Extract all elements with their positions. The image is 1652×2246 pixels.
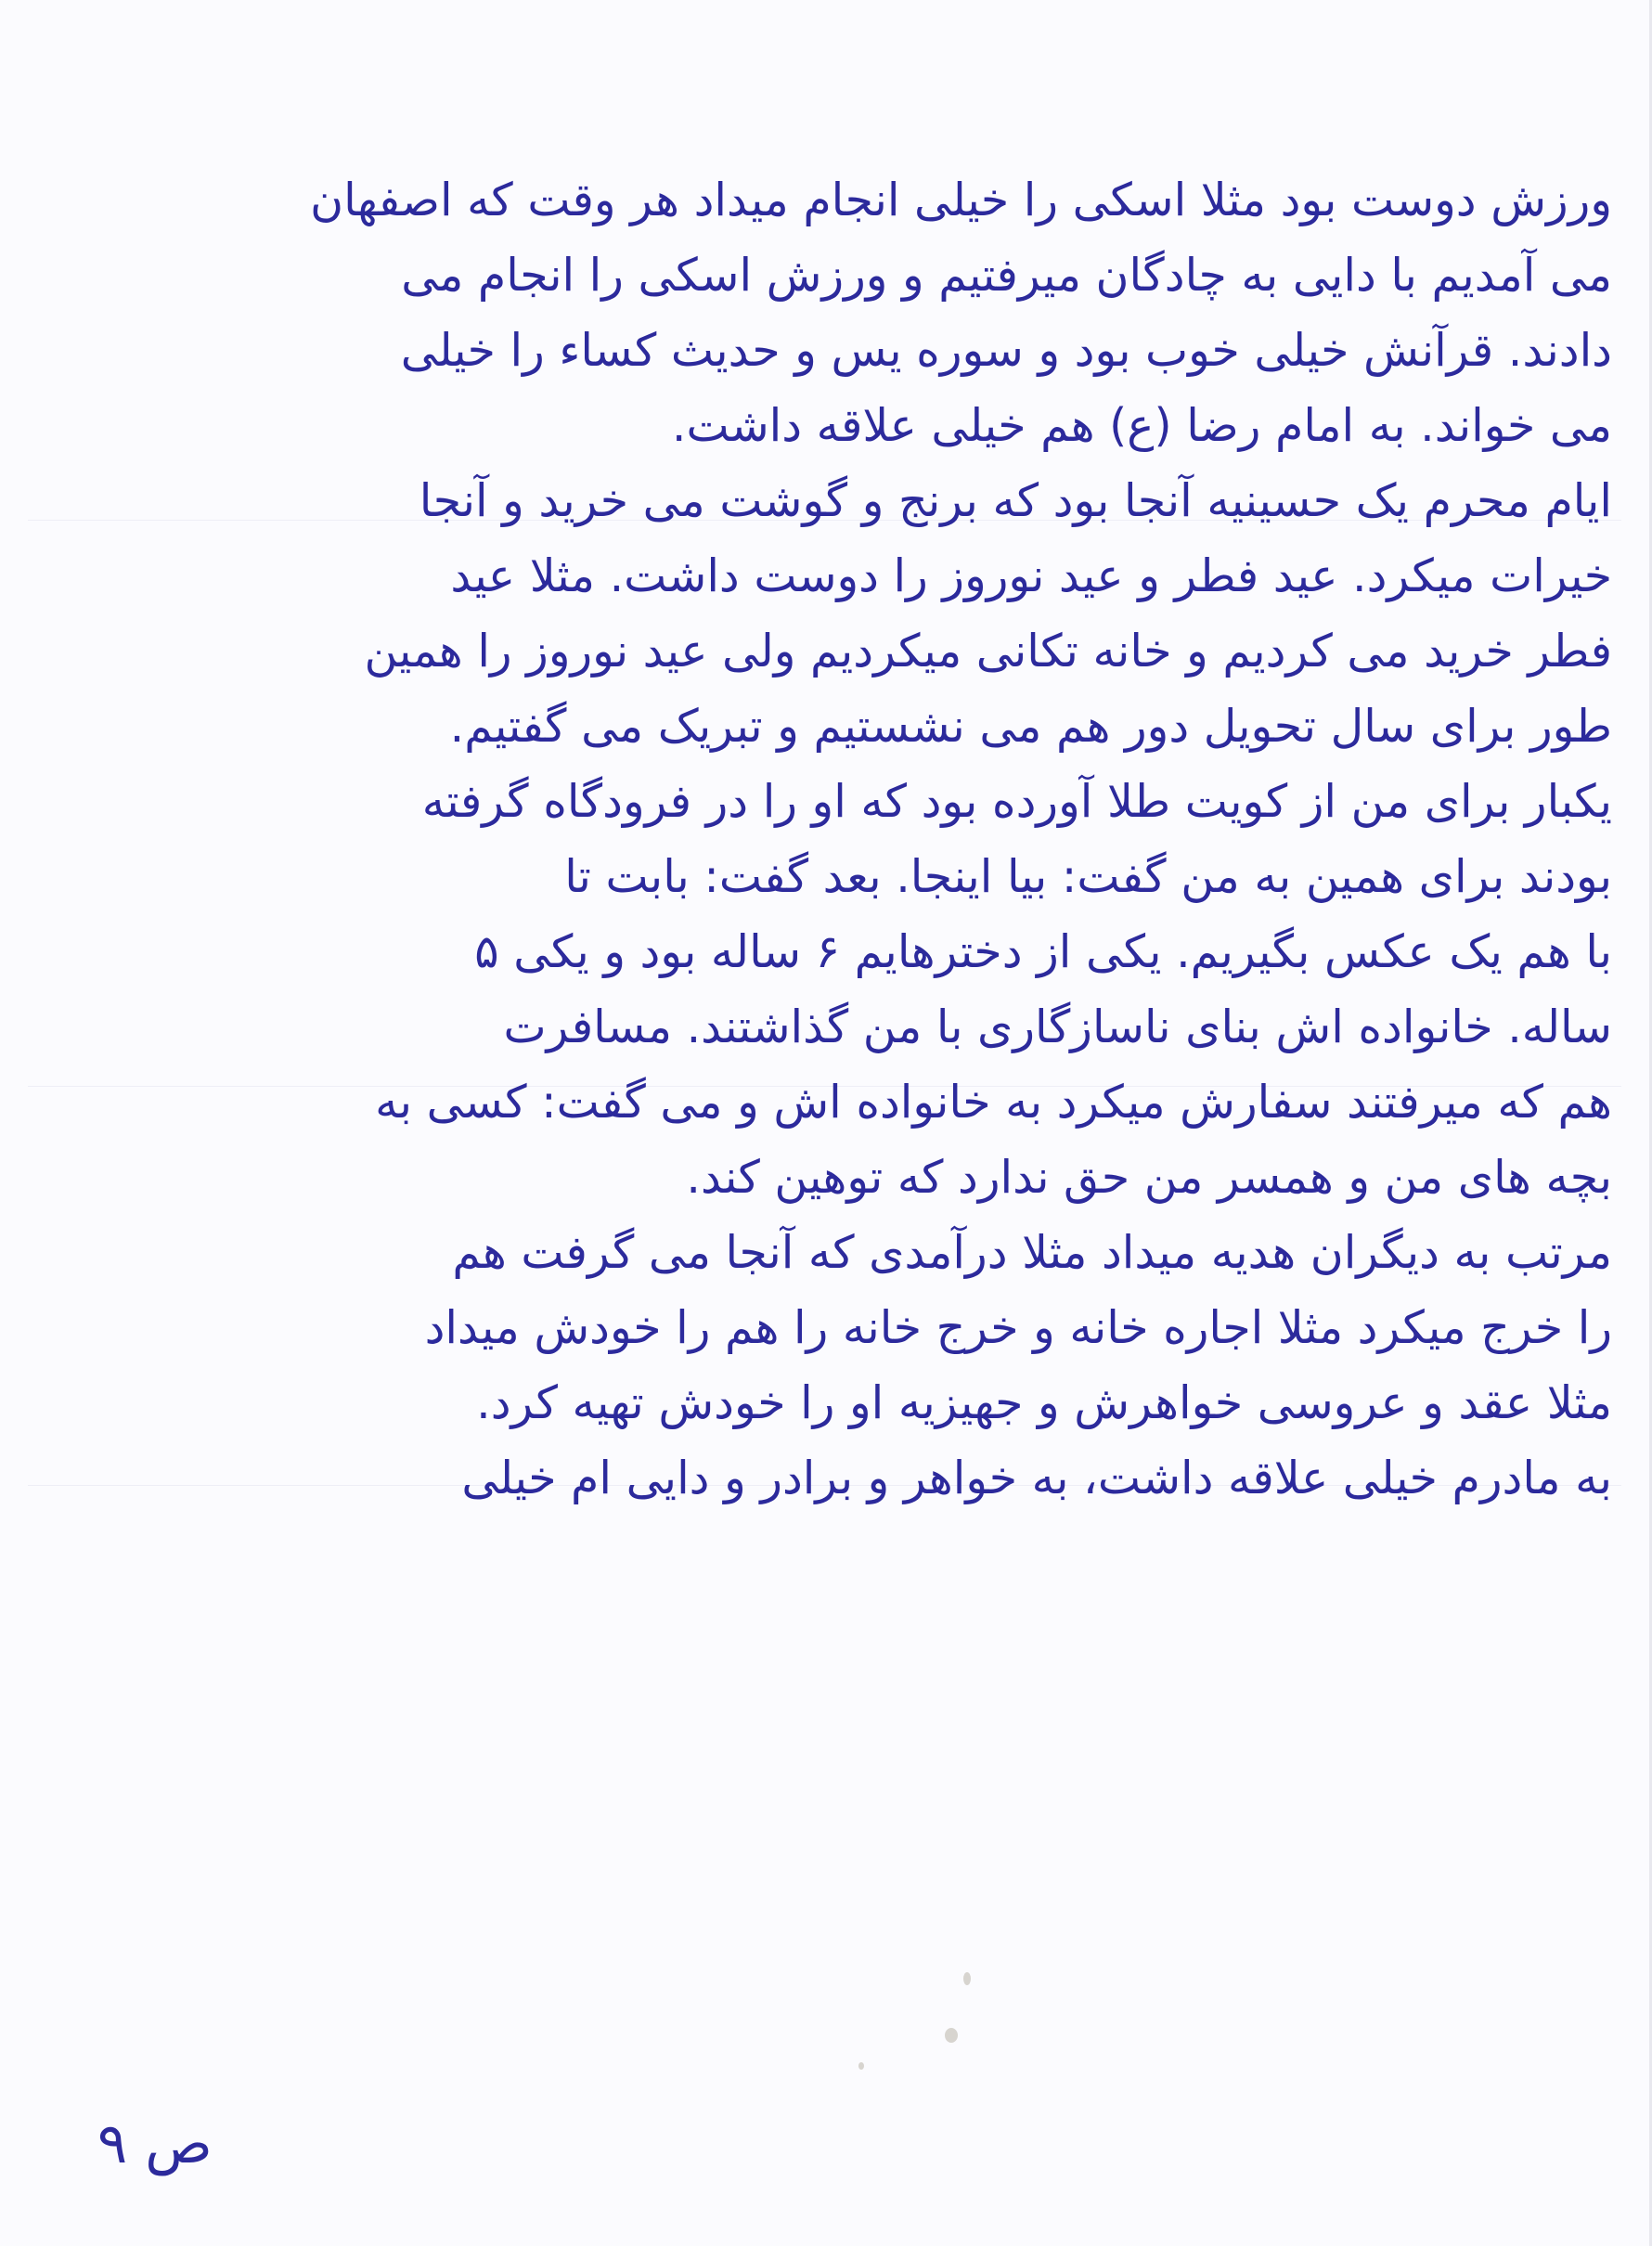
text-line-9: یکبار برای من از کویت طلا آورده بود که او را در فرودگاه گرفته (421, 775, 1612, 828)
text-line-1: ورزش دوست بود مثلا اسکی را خیلی انجام میداد هر وقت که اصفهان (310, 174, 1612, 226)
text-line-6: خیرات میکرد. عید فطر و عید نوروز را دوست داشت. مثلا عید (450, 549, 1612, 602)
ink-smudge (963, 1972, 971, 1985)
handwritten-text (37, 162, 1612, 1516)
text-line-13: هم که میرفتند سفارش میکرد به خانواده اش و می گفت: کسی به (375, 1076, 1612, 1129)
text-line-12: ساله. خانواده اش بنای ناسازگاری با من گذاشتند. مسافرت (503, 1000, 1612, 1053)
text-line-14: بچه های من و همسر من حق ندارد که توهین کند. (686, 1151, 1612, 1204)
text-line-8: طور برای سال تحویل دور هم می نشستیم و تبریک می گفتیم. (449, 700, 1612, 753)
page-number: ص ۹ (97, 2111, 213, 2176)
text-line-2: می آمدیم با دایی به چادگان میرفتیم و ورزش اسکی را انجام می (401, 249, 1612, 302)
text-line-11: با هم یک عکس بگیریم. یکی از دخترهایم ۶ ساله بود و یکی ۵ (474, 925, 1612, 978)
text-line-4: می خواند. به امام رضا (ع) هم خیلی علاقه داشت. (671, 399, 1612, 452)
ink-smudge (858, 2062, 864, 2070)
text-line-10: بودند برای همین به من گفت: بیا اینجا. بعد گفت: بابت تا (564, 850, 1612, 903)
text-line-16: را خرج میکرد مثلا اجاره خانه و خرج خانه را هم را خودش میداد (424, 1301, 1612, 1354)
text-line-3: دادند. قرآنش خیلی خوب بود و سوره یس و حدیث کساء را خیلی (400, 324, 1612, 377)
text-line-7: فطر خرید می کردیم و خانه تکانی میکردیم ولی عید نوروز را همین (364, 625, 1612, 678)
text-line-18: به مادرم خیلی علاقه داشت، به خواهر و برادر و دایی ام خیلی (461, 1452, 1612, 1504)
text-line-5: ایام محرم یک حسینیه آنجا بود که برنج و گوشت می خرید و آنجا (419, 474, 1612, 527)
ink-smudge (945, 2028, 958, 2043)
text-line-15: مرتب به دیگران هدیه میداد مثلا درآمدی که آنجا می گرفت هم (452, 1226, 1612, 1279)
text-line-17: مثلا عقد و عروسی خواهرش و جهیزیه او را خودش تهیه کرد. (476, 1376, 1612, 1429)
